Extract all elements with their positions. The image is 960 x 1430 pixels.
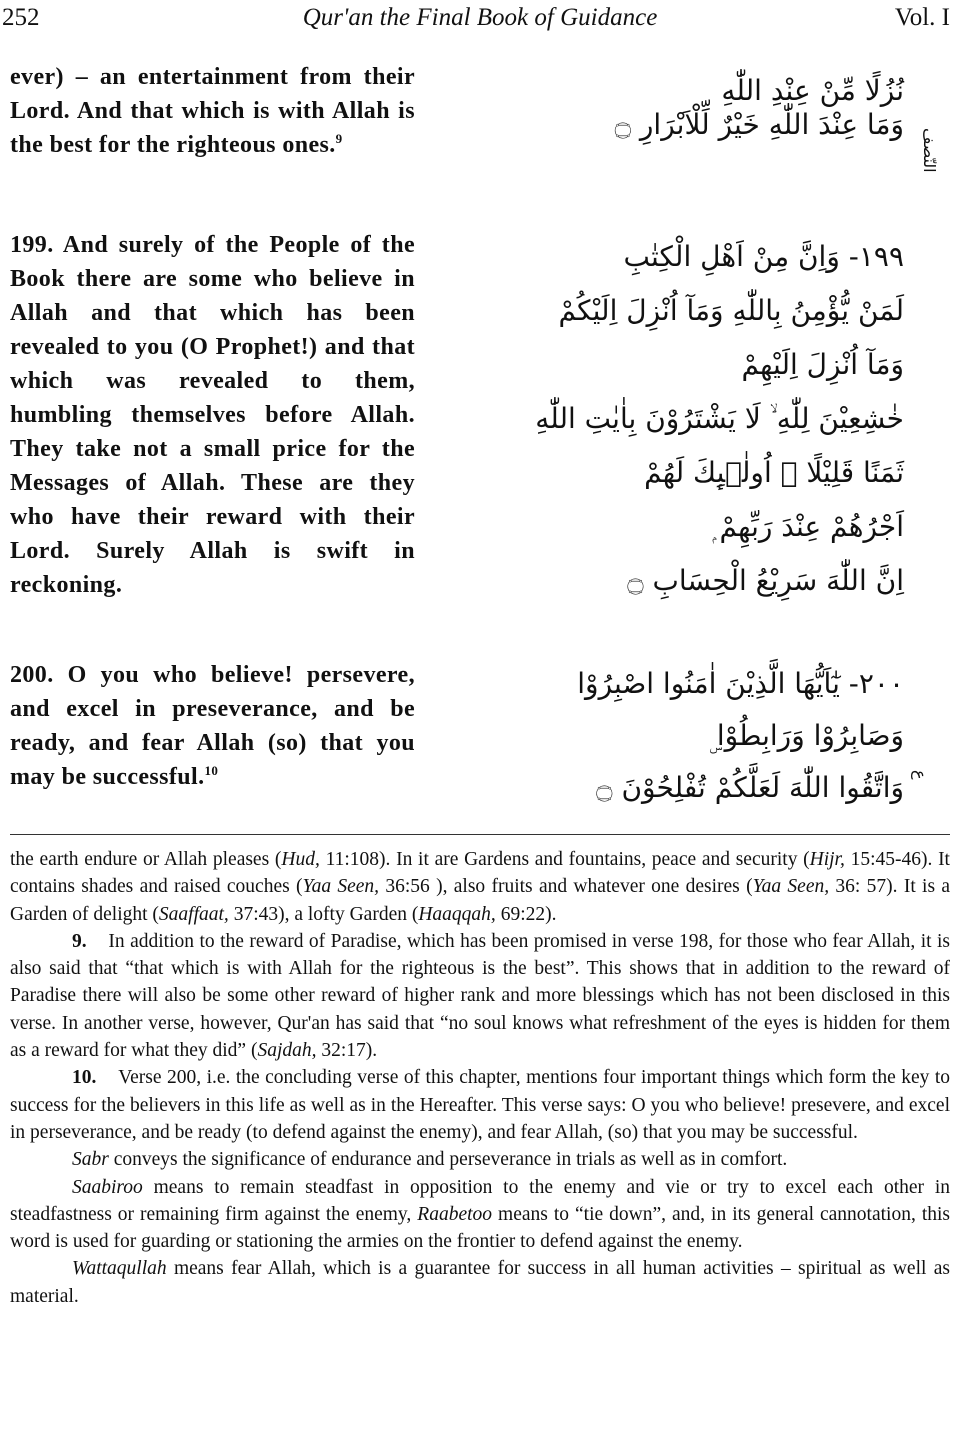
volume-label: Vol. I xyxy=(894,4,950,31)
arabic-line: اِنَّ اللّٰهَ سَرِيْعُ الْحِسَابِ ۝ xyxy=(627,564,904,597)
margin-mark: ع xyxy=(911,770,930,780)
note-10: 10. Verse 200, i.e. the concluding verse of this chapter, mentions four important things which form the key to success for the believers in this life as well as in the Hereafter. This verse says: O you who believe! presevere, and excel in perseverance, and be ready (to defend against the enemy), and fear Allah, (so) that you may be successful. xyxy=(10,1067,950,1143)
note-continuation: the earth endure or Allah pleases (Hud, 11:108). In it are Gardens and fountains, peace and security (Hijr, 15:45-46). It contains shades and raised couches (Yaa Seen, 36:56 ), also fruits and whatever one desires (Yaa Seen, 36: 57). It is a Garden of delight (Saaffaat, 37:43), a lofty Garden (Haaqqah, 69:22). xyxy=(10,849,951,925)
verse-english: ever) – an entertainment from their Lord. And that which is with Allah is the best for the righteous ones.$^9$ xyxy=(10,64,415,158)
verse-198-end xyxy=(10,60,950,210)
arabic-line: ٢٠٠- يٰٓاَيُّهَا الَّذِيْنَ اٰمَنُوا اصْبِرُوْا xyxy=(577,667,904,700)
arabic-line: لَمَنْ يُّؤْمِنُ بِاللّٰهِ وَمَآ اُنْزِلَ اِلَيْكُمْ xyxy=(558,294,904,327)
margin-mark: النّصف xyxy=(920,128,939,173)
arabic-line: نُزُلًا مِّنْ عِنْدِ اللّٰهِ xyxy=(721,74,904,107)
note-9: 9. In addition to the reward of Paradise, which has been promised in verse 198, for those who fear Allah, it is also said that “that which is with Allah for the righteous is the best”. This shows that in addition to the reward of Paradise there will also be some other reward of higher rank and more blessings which has not been disclosed in this verse. In another verse, however, Qur'an has said that “no soul knows what refreshment of the eyes is hidden for them as a reward for what they did” (Sajdah, 32:17). xyxy=(10,930,951,1062)
verse-199 xyxy=(10,228,950,640)
footnote-divider xyxy=(10,834,950,835)
verse-arabic xyxy=(470,60,950,210)
verses-section xyxy=(10,60,950,836)
footnotes xyxy=(10,846,950,1310)
arabic-line: وَاتَّقُوا اللّٰهَ لَعَلَّكُمْ تُفْلِحُوْنَ ۝ xyxy=(596,771,904,804)
arabic-line: وَمَآ اُنْزِلَ اِلَيْهِمْ xyxy=(741,348,904,381)
arabic-line: وَصَابِرُوْا وَرَابِطُوْا ۣ xyxy=(709,719,904,752)
book-title: Qur'an the Final Book of Guidance xyxy=(302,4,658,31)
verse-arabic xyxy=(470,658,950,818)
page-number: 252 xyxy=(2,4,40,31)
verse-english: 200. O you who believe! persevere, and excel in preseverance, and be ready, and fear Allah (so) that you may be successful.$^{10}$ xyxy=(10,662,415,790)
arabic-line: خٰشِعِيْنَ لِلّٰهِ ۙ لَا يَشْتَرُوْنَ بِاٰيٰتِ اللّٰهِ xyxy=(535,402,904,435)
note-wattaqullah: Wattaqullah means fear Allah, which is a guarantee for success in all human activities – spiritual as well as material. xyxy=(10,1258,950,1307)
arabic-line: ثَمَنًا قَلِيْلًا ۭ اُولٰۗىِٕكَ لَهُمْ xyxy=(644,456,904,489)
note-number: 10. xyxy=(72,1067,97,1089)
arabic-line: وَمَا عِنْدَ اللّٰهِ خَيْرٌ لِّلْاَبْرَارِ ۝ xyxy=(614,108,904,141)
verse-english: 199. And surely of the People of the Book there are some who believe in Allah and that which has been revealed to you (O Prophet!) and that which was revealed to them, humbling themselves before Allah. They take not a small price for the Messages of Allah. These are they who have their reward with their Lord. Surely Allah is swift in reckoning. xyxy=(10,232,415,598)
page-header xyxy=(0,0,960,44)
verse-arabic xyxy=(470,228,950,640)
footnote-ref[interactable]: 10 xyxy=(204,763,219,778)
verse-200 xyxy=(10,658,950,818)
note-number: 9. xyxy=(72,930,87,952)
arabic-line: ١٩٩- وَاِنَّ مِنْ اَهْلِ الْكِتٰبِ xyxy=(623,240,904,273)
note-saabiroo: Saabiroo means to remain steadfast in opposition to the enemy and vie or try to excel each other in steadfastness or remaining firm against the enemy, Raabetoo means to “tie down”, and, in its general cannotation, this word is used for guarding or stationing the armies on the frontier to defend against the enemy. xyxy=(10,1176,950,1253)
footnote-ref[interactable]: 9 xyxy=(335,131,343,146)
note-sabr: Sabr conveys the significance of endurance and perseverance in trials as well as in comfort. xyxy=(72,1149,788,1171)
arabic-line: اَجْرُھُمْ عِنْدَ رَبِّهِمْ ۭ xyxy=(712,510,904,543)
